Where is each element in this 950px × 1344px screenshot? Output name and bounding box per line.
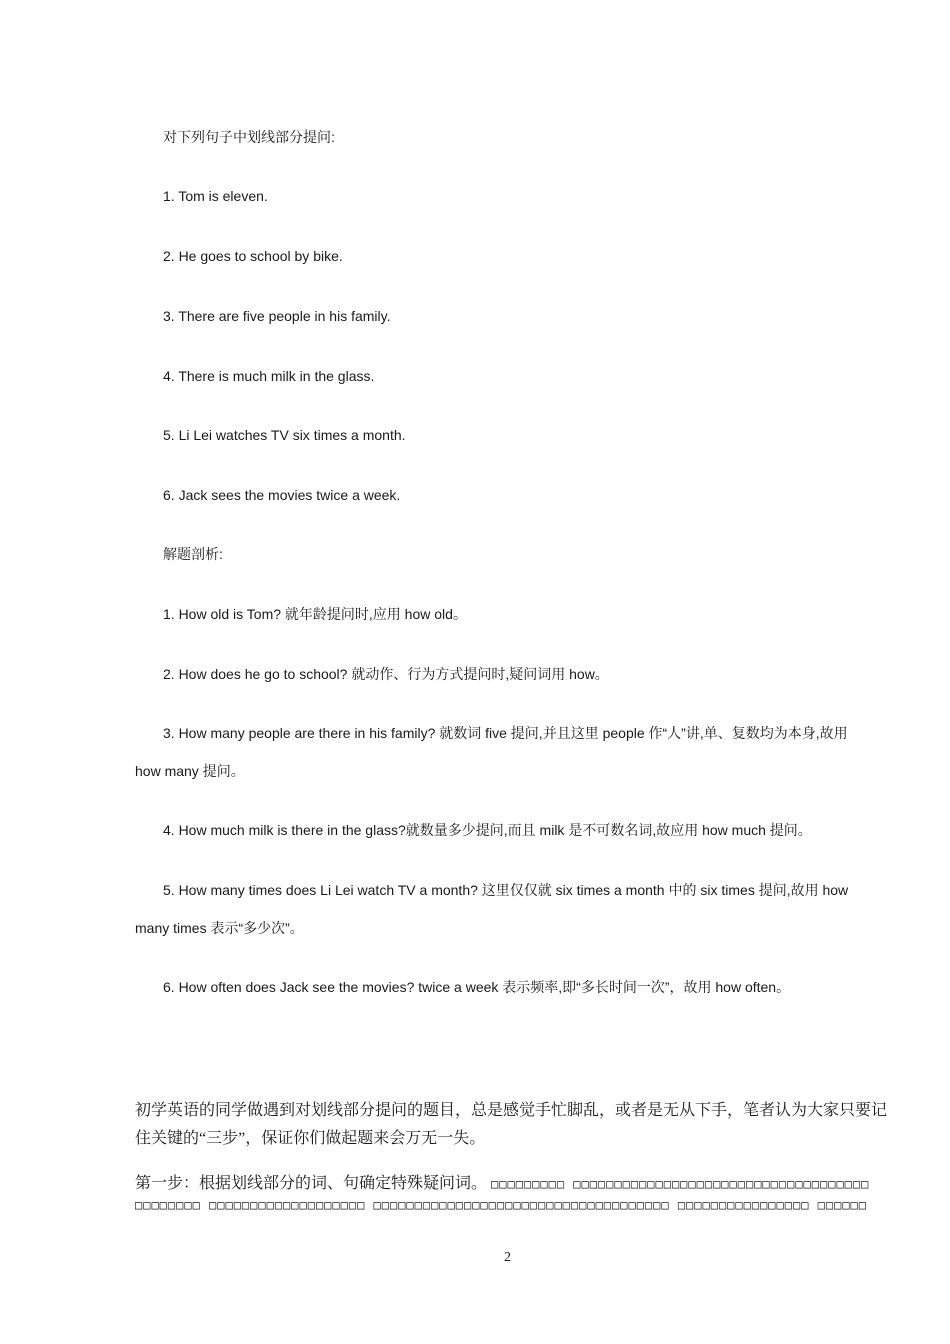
intro-paragraph: 初学英语的同学做遇到对划线部分提问的题目，总是感觉手忙脚乱，或者是无从下手，笔者认为大家只要记住关键的“三步”，保证你们做起题来会万无一失。 <box>135 1102 888 1147</box>
analysis-item-3-line-1: 3. How many people are there in his family? 就数词 five 提问,并且这里 people 作“人”讲,单、复数均为本身,故用 <box>163 725 848 741</box>
exercise-item-3: 3. There are five people in his family. <box>163 308 391 324</box>
garbled-glyphs-2: □□□□□□□□ □□□□□□□□□□□□□□□□□□□ □□□□□□□□□□□□□□□□□□□□□□□□□□□□□□□□□□□□ □□□□□□□□□□□□□□□□ □□□□□□ <box>135 1198 867 1212</box>
analysis-item-5-line-2: many times 表示“多少次”。 <box>135 920 304 936</box>
analysis-item-3-line-2: how many 提问。 <box>135 763 245 779</box>
analysis-item-4: 4. How much milk is there in the glass?就数量多少提问,而且 milk 是不可数名词,故应用 how much 提问。 <box>163 822 812 838</box>
garbled-glyphs-1: □□□□□□□□□ □□□□□□□□□□□□□□□□□□□□□□□□□□□□□□□□□□□□ <box>491 1177 870 1191</box>
exercise-item-2: 2. He goes to school by bike. <box>163 248 343 264</box>
analysis-item-1: 1. How old is Tom? 就年龄提问时,应用 how old。 <box>163 606 467 622</box>
exercise-item-4: 4. There is much milk in the glass. <box>163 368 375 384</box>
step-one-text: 第一步：根据划线部分的词、句确定特殊疑问词。 <box>135 1175 488 1192</box>
analysis-heading: 解题剖析: <box>163 546 223 562</box>
step-one-line <box>135 1170 869 1193</box>
exercise-item-1: 1. Tom is eleven. <box>163 188 268 204</box>
analysis-item-6: 6. How often does Jack see the movies? twice a week 表示频率,即“多长时间一次”，故用 how often。 <box>163 979 791 995</box>
page-number: 2 <box>504 1250 511 1265</box>
analysis-item-5-line-1: 5. How many times does Li Lei watch TV a month? 这里仅仅就 six times a month 中的 six times 提问,故用 how <box>163 882 849 898</box>
analysis-item-2: 2. How does he go to school? 就动作、行为方式提问时,疑问词用 how。 <box>163 666 609 682</box>
exercise-item-6: 6. Jack sees the movies twice a week. <box>163 487 401 503</box>
exercise-heading: 对下列句子中划线部分提问: <box>163 129 335 145</box>
exercise-item-5: 5. Li Lei watches TV six times a month. <box>163 427 406 443</box>
